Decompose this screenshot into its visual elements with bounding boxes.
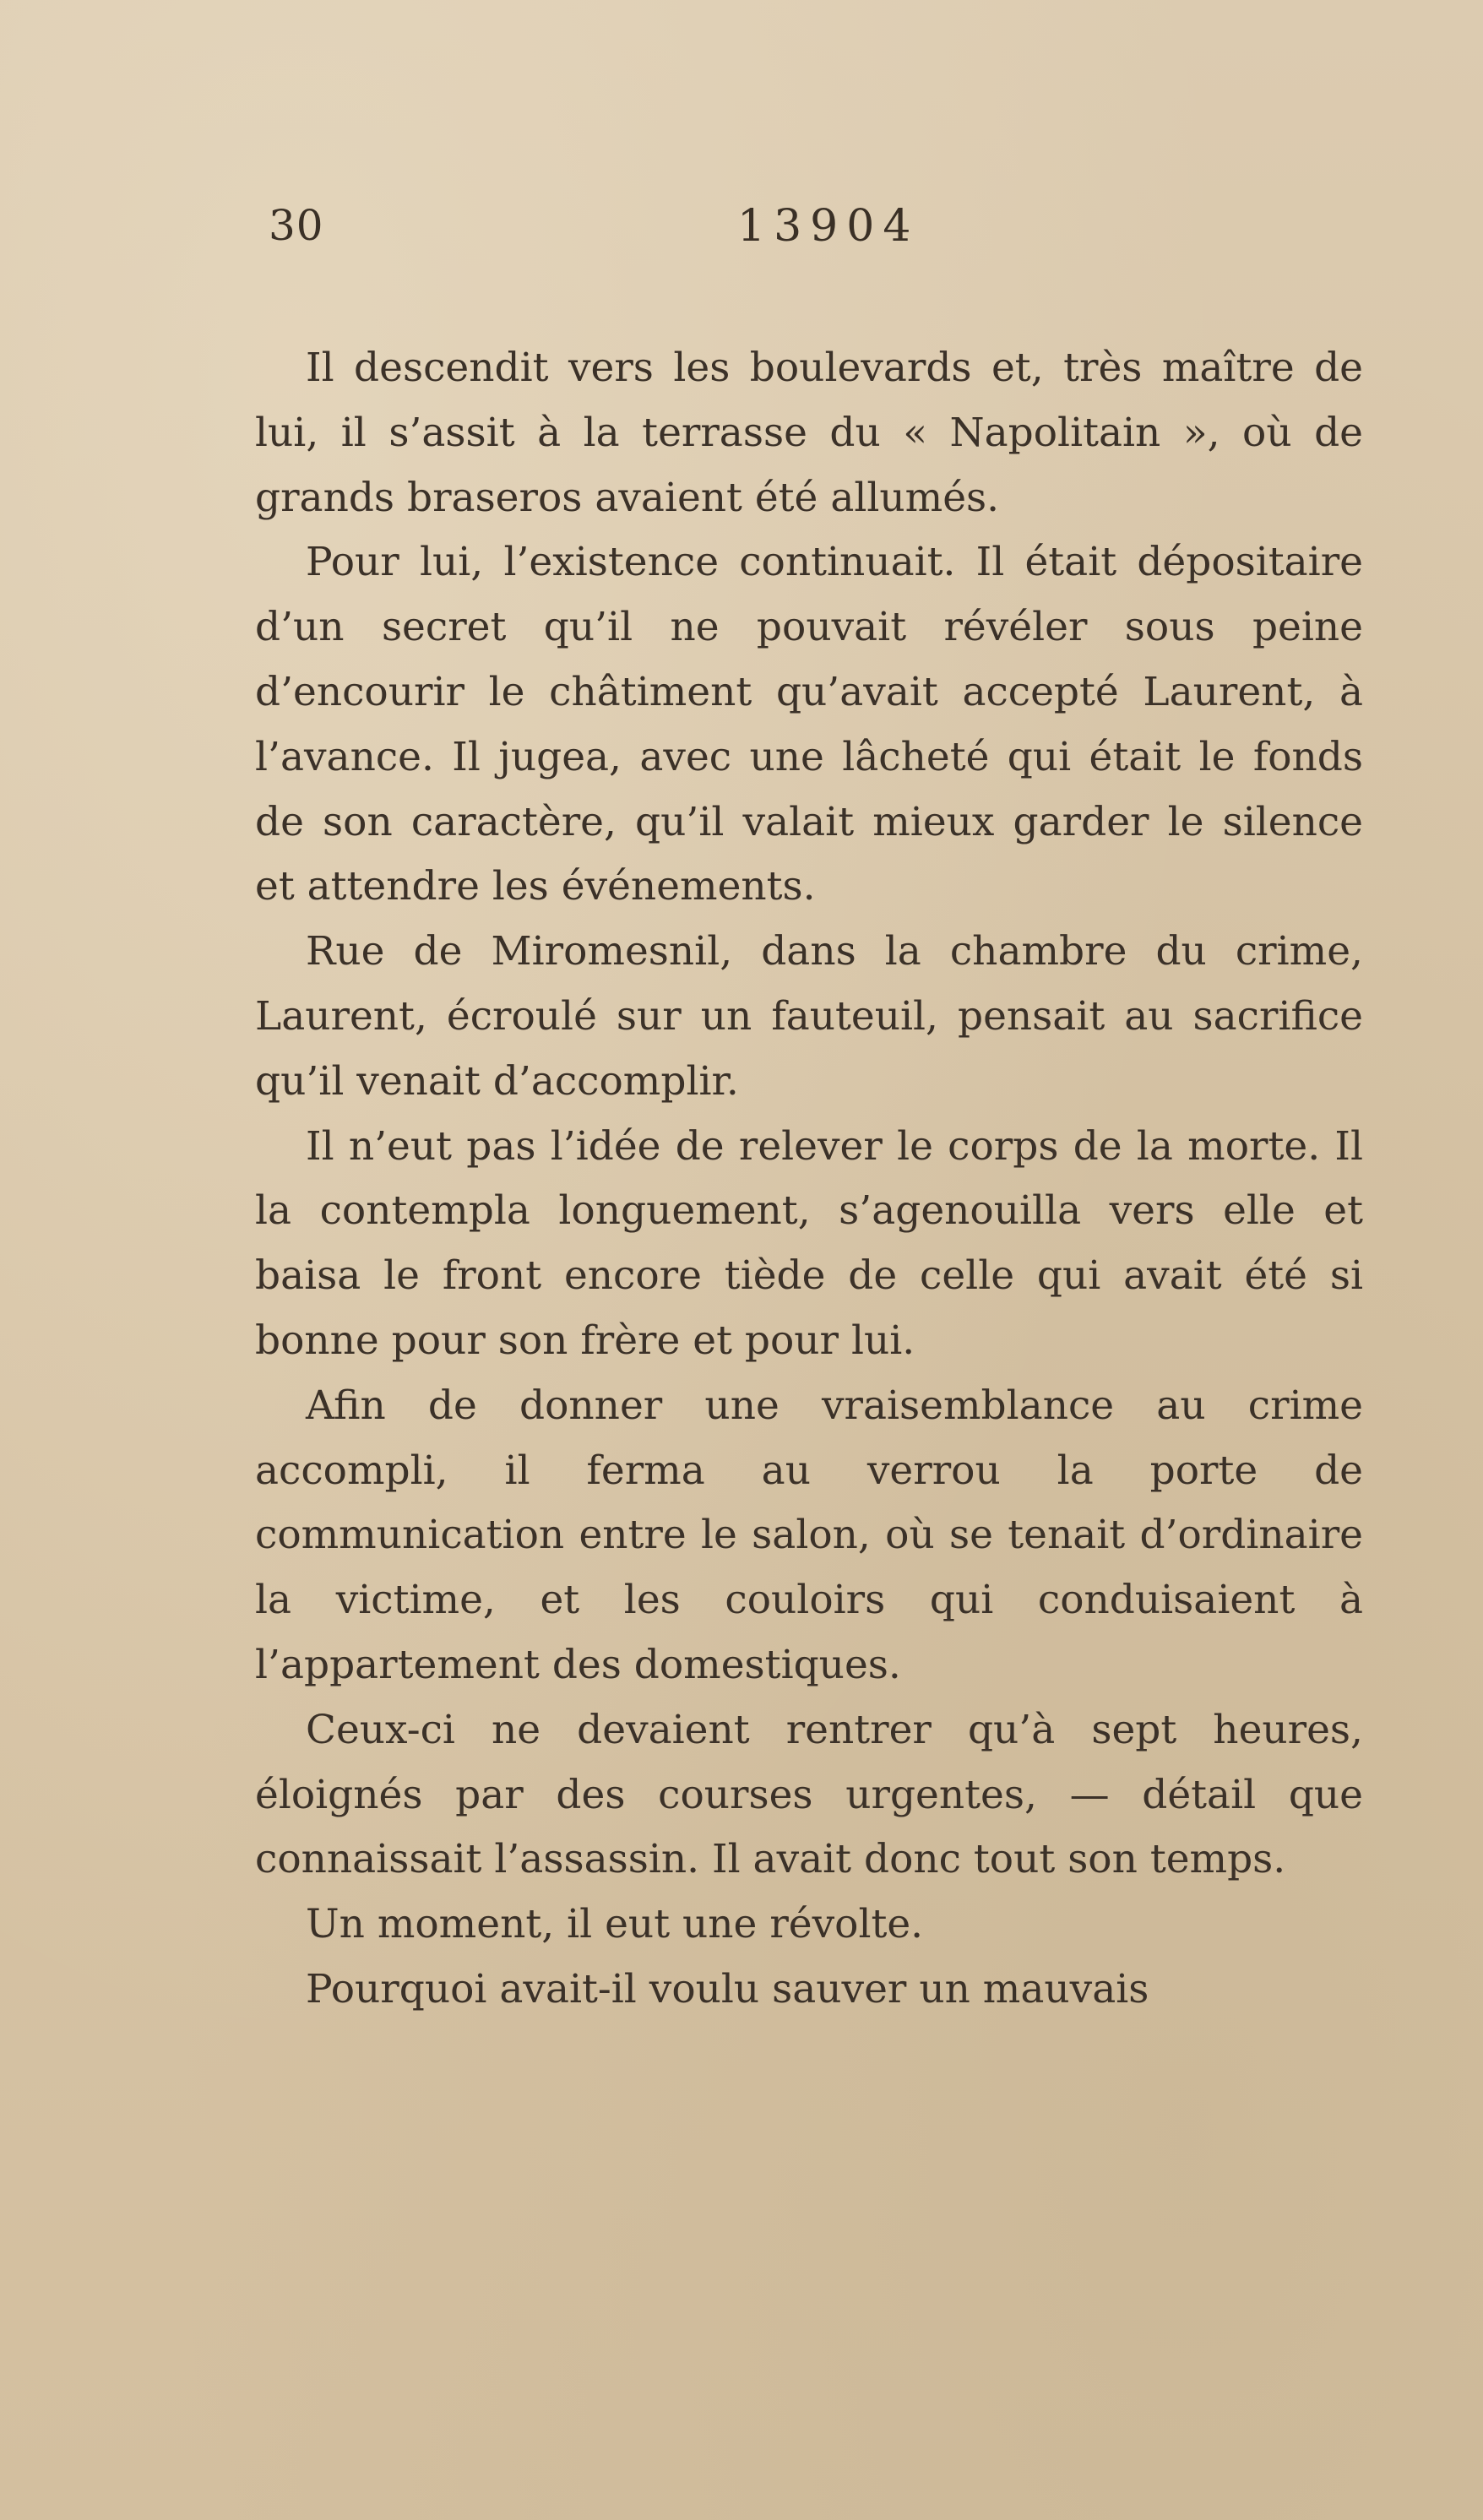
page-header bbox=[269, 201, 1366, 269]
body-text bbox=[255, 336, 1363, 2023]
paragraph: Il n’eut pas l’idée de relever le corps de la morte. Il la contempla longuement, s’agenouilla vers elle et baisa le front encore tiède de celle qui avait été si bonne pour son frère et pour lui. bbox=[255, 1122, 1363, 1364]
paragraph: Rue de Miromesnil, dans la chambre du crime, Laurent, écroulé sur un fauteuil, pensait au sacrifice qu’il venait d’accomplir. bbox=[255, 928, 1363, 1105]
paragraph: Il descendit vers les boulevards et, très maître de lui, il s’assit à la terrasse du « Napolitain », où de grands braseros avaient été allumés. bbox=[255, 345, 1363, 521]
running-title: 13904 bbox=[737, 201, 920, 252]
paragraph: Pour lui, l’existence continuait. Il était dépositaire d’un secret qu’il ne pouvait révéler sous peine d’encourir le châtiment qu’avait accepté Laurent, à l’avance. Il jugea, avec une lâcheté qui était le fonds de son caractère, qu’il valait mieux garder le silence et attendre les événements. bbox=[255, 539, 1363, 910]
page-number: 30 bbox=[269, 201, 324, 250]
paragraph: Ceux-ci ne devaient rentrer qu’à sept heures, éloignés par des courses urgentes, — détail que connaissait l’assassin. Il avait donc tout son temps. bbox=[255, 1706, 1363, 1883]
paragraph: Afin de donner une vraisemblance au crime accompli, il ferma au verrou la porte de communication entre le salon, où se tenait d’ordinaire la victime, et les couloirs qui conduisaient à l’appartement des domestiques. bbox=[255, 1382, 1363, 1688]
paragraph: Un moment, il eut une révolte. bbox=[306, 1901, 924, 1948]
paragraph: Pourquoi avait-il voulu sauver un mauvais bbox=[306, 1965, 1149, 2012]
